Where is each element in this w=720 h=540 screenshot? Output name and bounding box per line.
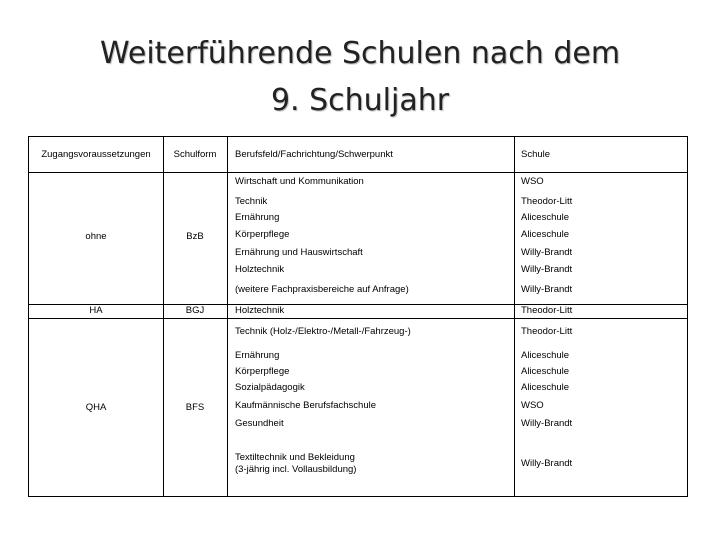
- voraussetzung-ha: HA: [89, 305, 103, 316]
- header-berufsfeld: Berufsfeld/Fachrichtung/Schwerpunkt: [235, 149, 393, 160]
- group-divider: [29, 318, 687, 319]
- schulform-bzb: BzB: [186, 231, 204, 242]
- header-schule: Schule: [521, 149, 551, 160]
- page-title-line-2: 9. Schuljahr: [270, 83, 450, 118]
- schule-cell: Willy-Brandt: [521, 418, 573, 429]
- berufsfeld-cell: Technik (Holz-/Elektro-/Metall-/Fahrzeug-): [235, 326, 411, 337]
- berufsfeld-cell: Körperpflege: [235, 229, 290, 240]
- schule-cell: Aliceschule: [521, 366, 570, 377]
- schule-cell: Willy-Brandt: [521, 264, 573, 275]
- schule-cell: WSO: [521, 400, 544, 411]
- voraussetzung-qha: QHA: [85, 402, 107, 413]
- schule-cell: Theodor-Litt: [521, 326, 573, 337]
- berufsfeld-cell: Ernährung: [235, 212, 280, 223]
- column-divider: [514, 137, 515, 496]
- schulform-bfs: BFS: [185, 402, 205, 413]
- berufsfeld-cell: Kaufmännische Berufsfachschule: [235, 400, 376, 411]
- berufsfeld-cell: Gesundheit: [235, 418, 284, 429]
- berufsfeld-cell-line-2: (3-jährig incl. Vollausbildung): [235, 464, 357, 475]
- column-divider: [227, 137, 228, 496]
- schulform-bgj: BGJ: [185, 305, 205, 316]
- berufsfeld-cell: Körperpflege: [235, 366, 290, 377]
- berufsfeld-cell: Ernährung und Hauswirtschaft: [235, 247, 363, 258]
- header-divider: [29, 172, 687, 173]
- schools-table: [28, 136, 688, 497]
- schule-cell: Aliceschule: [521, 382, 570, 393]
- header-zugangsvoraussetzungen: Zugangsvoraussetzungen: [41, 149, 151, 160]
- schule-cell: Willy-Brandt: [521, 458, 573, 469]
- schule-cell: Willy-Brandt: [521, 284, 573, 295]
- berufsfeld-cell: Sozialpädagogik: [235, 382, 305, 393]
- berufsfeld-cell: Wirtschaft und Kommunikation: [235, 176, 364, 187]
- berufsfeld-cell: Ernährung: [235, 350, 280, 361]
- berufsfeld-cell: Technik: [235, 196, 268, 207]
- schule-cell: WSO: [521, 176, 544, 187]
- berufsfeld-cell: Textiltechnik und Bekleidung: [235, 452, 355, 463]
- berufsfeld-cell: Holztechnik: [235, 305, 285, 316]
- berufsfeld-cell: Holztechnik: [235, 264, 285, 275]
- schule-cell: Aliceschule: [521, 212, 570, 223]
- schule-cell: Theodor-Litt: [521, 305, 573, 316]
- schule-cell: Aliceschule: [521, 350, 570, 361]
- header-schulform: Schulform: [173, 149, 217, 160]
- schule-cell: Theodor-Litt: [521, 196, 573, 207]
- schule-cell: Willy-Brandt: [521, 247, 573, 258]
- page-title-line-1: Weiterführende Schulen nach dem: [99, 36, 621, 71]
- schule-cell: Aliceschule: [521, 229, 570, 240]
- page-title: [0, 30, 720, 124]
- voraussetzung-ohne: ohne: [85, 231, 107, 242]
- berufsfeld-cell: (weitere Fachpraxisbereiche auf Anfrage): [235, 284, 409, 295]
